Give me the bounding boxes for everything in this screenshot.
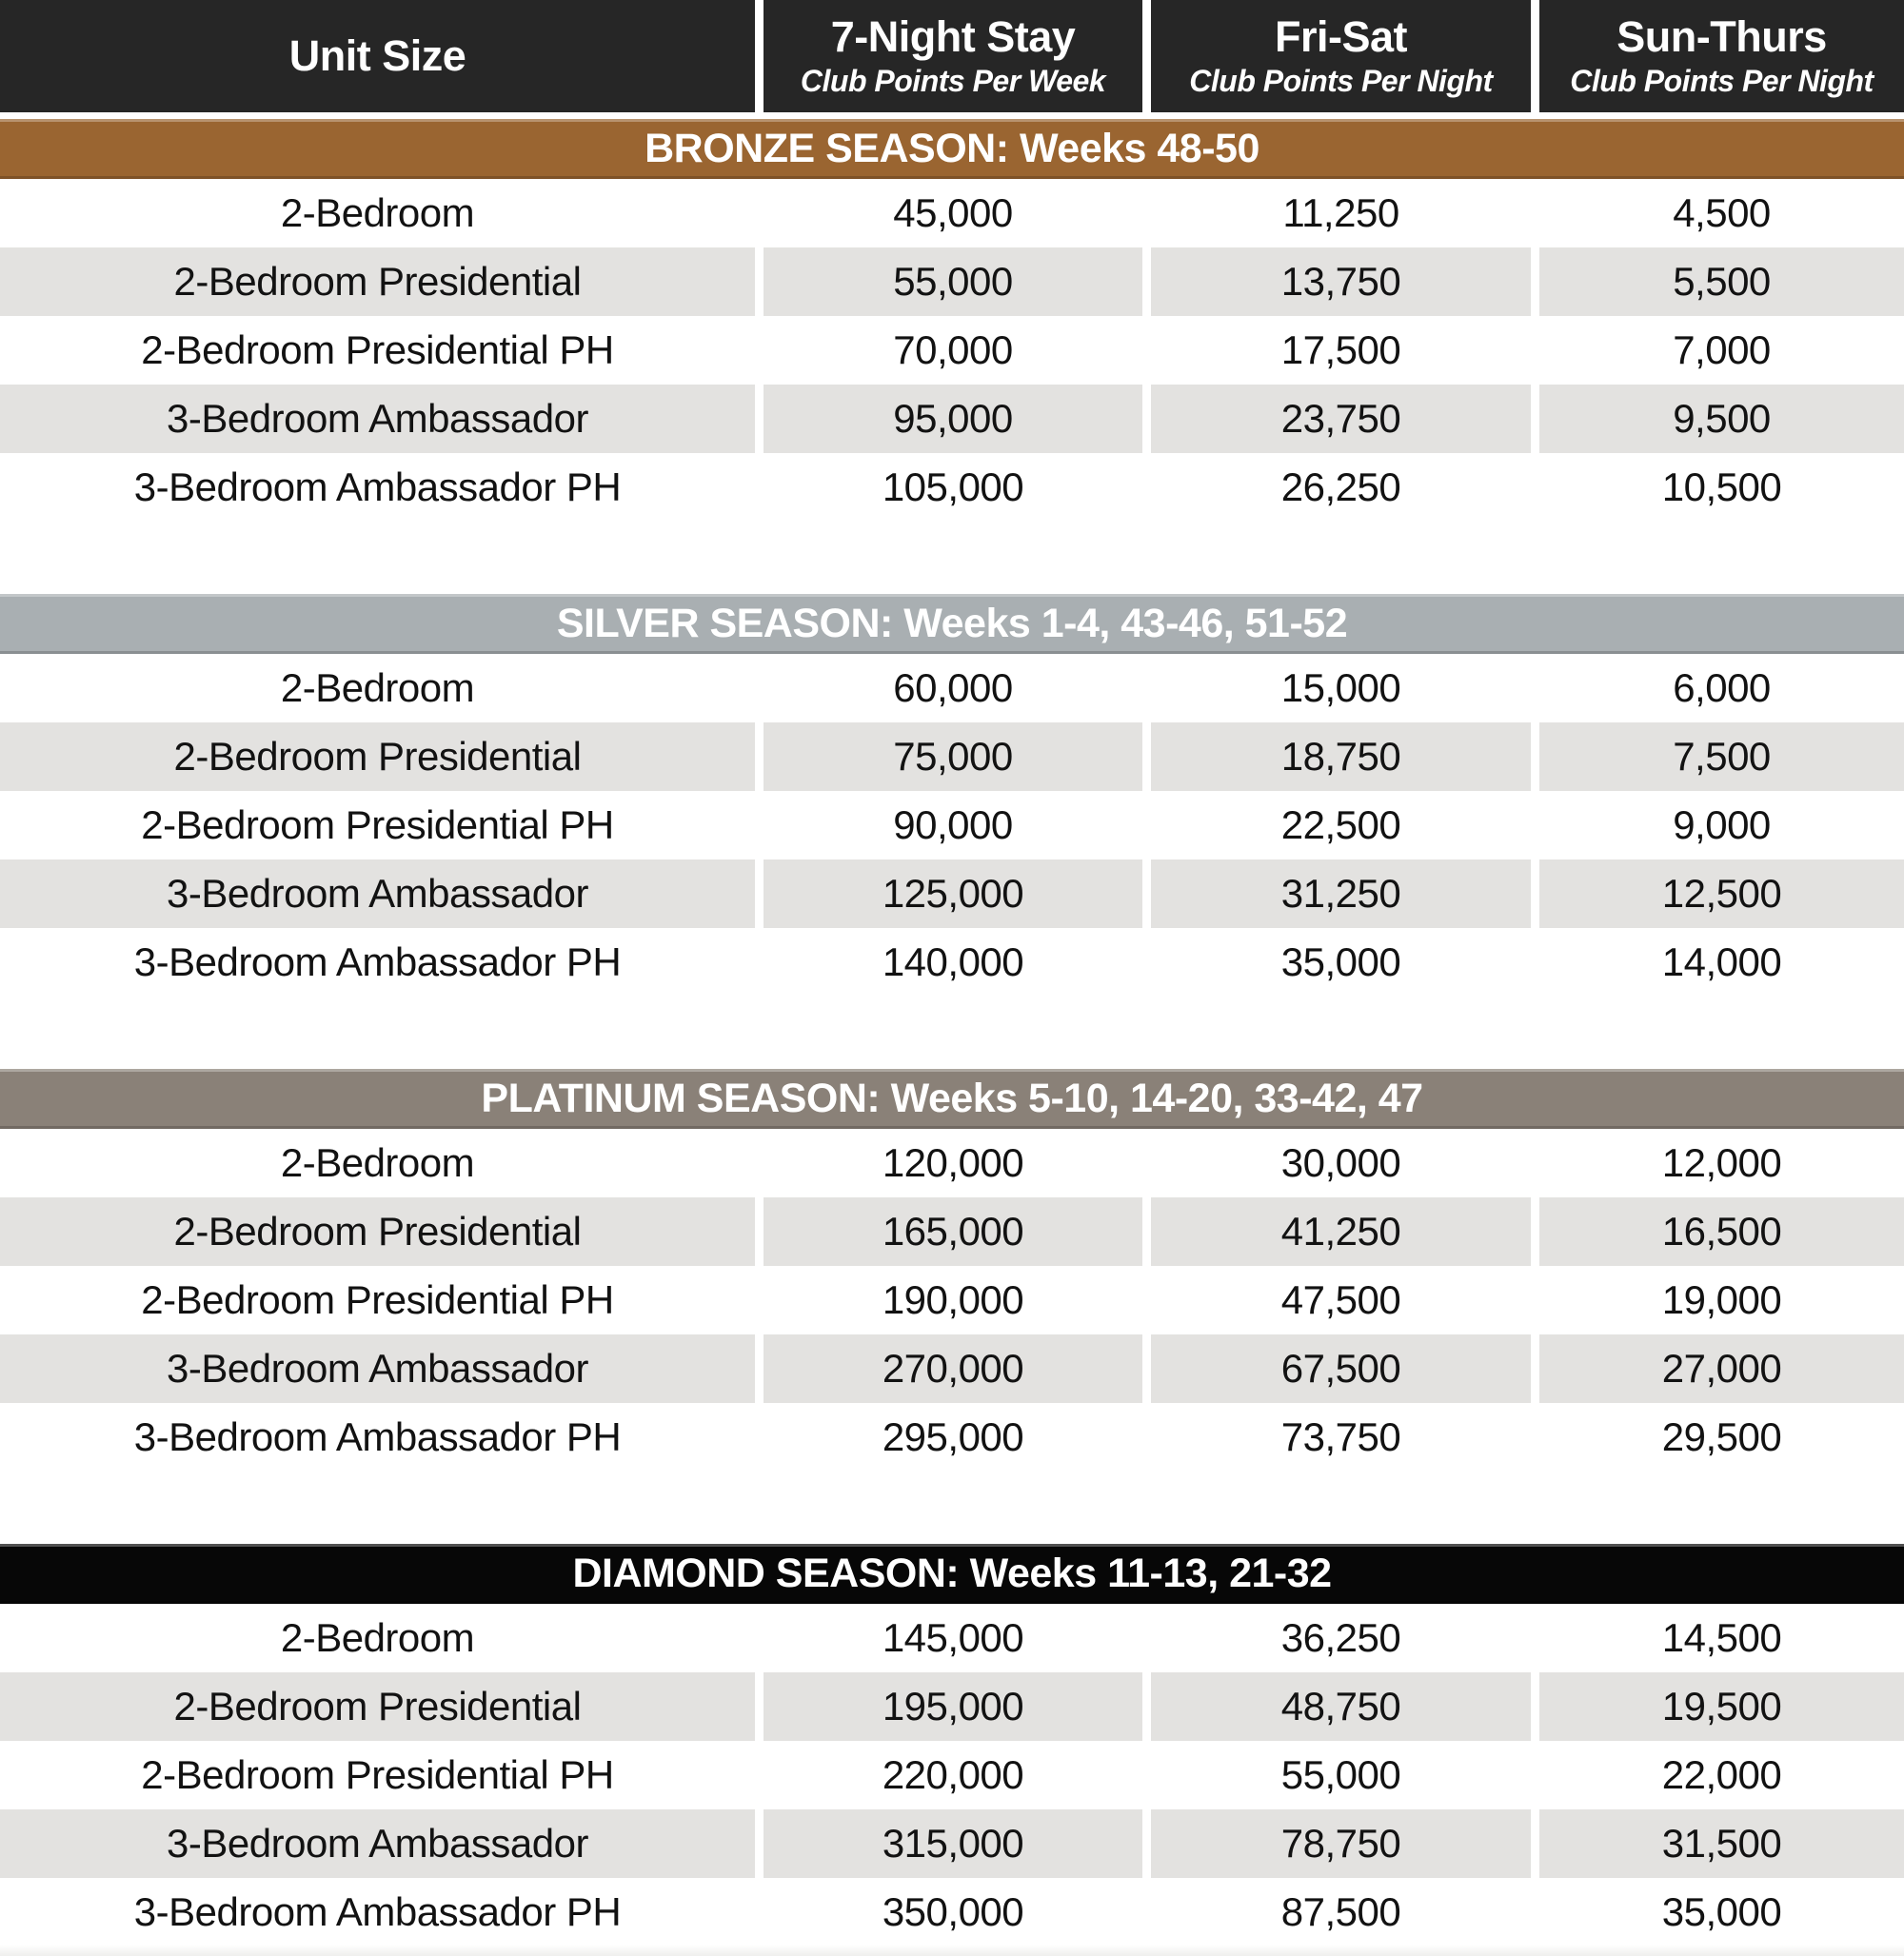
column-title: 7-Night Stay [830,12,1076,62]
value-cell: 16,500 [1539,1197,1904,1266]
unit-cell: 2-Bedroom Presidential [0,1672,755,1741]
season-title: BRONZE SEASON: Weeks 48-50 [645,126,1259,171]
value-cell: 18,750 [1151,722,1531,791]
table-row [0,722,1904,791]
unit-cell: 2-Bedroom Presidential PH [141,802,614,847]
table-row [0,791,1904,859]
season-title: DIAMOND SEASON: Weeks 11-13, 21-32 [572,1551,1332,1596]
value-cell: 87,500 [1280,1889,1401,1934]
unit-cell: 2-Bedroom Presidential PH [141,1752,614,1797]
column-title: Sun-Thurs [1616,12,1827,62]
value-cell: 48,750 [1151,1672,1531,1741]
value-cell: 55,000 [1280,1752,1401,1797]
unit-cell: 2-Bedroom Presidential PH [141,1277,614,1322]
value-cell: 95,000 [764,385,1142,453]
value-cell: 10,500 [1661,464,1782,509]
table-row [0,1403,1904,1472]
value-cell: 13,750 [1151,247,1531,316]
season-band [0,594,1904,654]
unit-cell: 2-Bedroom Presidential [0,722,755,791]
value-cell: 31,250 [1151,859,1531,928]
unit-cell: 3-Bedroom Ambassador [0,1809,755,1878]
unit-cell: 3-Bedroom Ambassador [0,385,755,453]
table-row [0,654,1904,722]
table-row [0,859,1904,928]
unit-cell: 3-Bedroom Ambassador [0,1334,755,1403]
value-cell: 6,000 [1673,665,1771,710]
season-band [0,1069,1904,1129]
table-row [0,1878,1904,1946]
table-row [0,1604,1904,1672]
column-title: Fri-Sat [1274,12,1407,62]
column-subtitle: Club Points Per Night [1189,64,1493,99]
value-cell: 190,000 [882,1277,1024,1322]
value-cell: 295,000 [882,1414,1024,1459]
value-cell: 90,000 [893,802,1013,847]
value-cell: 60,000 [893,665,1013,710]
column-header-cell [0,0,755,112]
unit-cell: 2-Bedroom [280,1140,475,1185]
unit-cell: 2-Bedroom [280,190,475,235]
unit-cell: 2-Bedroom Presidential [0,247,755,316]
unit-cell: 3-Bedroom Ambassador PH [133,939,622,984]
column-header-cell [1151,0,1531,112]
value-cell: 125,000 [764,859,1142,928]
table-row [0,179,1904,247]
table-row [0,1809,1904,1878]
season-section [0,594,1904,997]
table-row [0,247,1904,316]
value-cell: 195,000 [764,1672,1142,1741]
value-cell: 30,000 [1280,1140,1401,1185]
unit-cell: 3-Bedroom Ambassador [0,859,755,928]
value-cell: 4,500 [1673,190,1771,235]
table-row [0,1129,1904,1197]
value-cell: 9,000 [1673,802,1771,847]
value-cell: 17,500 [1280,327,1401,372]
value-cell: 19,000 [1661,1277,1782,1322]
value-cell: 14,500 [1661,1615,1782,1660]
season-sections [0,119,1904,1946]
value-cell: 22,000 [1661,1752,1782,1797]
season-section [0,119,1904,522]
unit-cell: 2-Bedroom Presidential [0,1197,755,1266]
value-cell: 31,500 [1539,1809,1904,1878]
value-cell: 22,500 [1280,802,1401,847]
value-cell: 9,500 [1539,385,1904,453]
column-header-cell [764,0,1142,112]
value-cell: 105,000 [882,464,1024,509]
value-cell: 5,500 [1539,247,1904,316]
unit-cell: 3-Bedroom Ambassador PH [133,1414,622,1459]
unit-cell: 2-Bedroom [280,665,475,710]
table-row [0,928,1904,997]
value-cell: 26,250 [1280,464,1401,509]
value-cell: 15,000 [1280,665,1401,710]
table-row [0,1197,1904,1266]
value-cell: 47,500 [1280,1277,1401,1322]
bottom-fade [0,1945,1904,1956]
column-subtitle: Club Points Per Week [800,64,1106,99]
value-cell: 73,750 [1280,1414,1401,1459]
value-cell: 14,000 [1661,939,1782,984]
table-row [0,316,1904,385]
value-cell: 55,000 [764,247,1142,316]
season-band [0,119,1904,179]
value-cell: 220,000 [882,1752,1024,1797]
unit-cell: 2-Bedroom Presidential PH [141,327,614,372]
value-cell: 7,500 [1539,722,1904,791]
season-section [0,1069,1904,1472]
value-cell: 41,250 [1151,1197,1531,1266]
unit-cell: 3-Bedroom Ambassador PH [133,464,622,509]
value-cell: 36,250 [1280,1615,1401,1660]
table-row [0,1741,1904,1809]
season-band [0,1544,1904,1604]
value-cell: 120,000 [882,1140,1024,1185]
value-cell: 350,000 [882,1889,1024,1934]
column-title: Unit Size [288,30,466,80]
value-cell: 165,000 [764,1197,1142,1266]
table-row [0,385,1904,453]
value-cell: 12,500 [1539,859,1904,928]
value-cell: 140,000 [882,939,1024,984]
value-cell: 11,250 [1282,190,1399,235]
unit-cell: 3-Bedroom Ambassador PH [133,1889,622,1934]
value-cell: 75,000 [764,722,1142,791]
value-cell: 67,500 [1151,1334,1531,1403]
value-cell: 35,000 [1661,1889,1782,1934]
table-row [0,453,1904,522]
column-subtitle: Club Points Per Night [1570,64,1874,99]
value-cell: 29,500 [1661,1414,1782,1459]
season-title: SILVER SEASON: Weeks 1-4, 43-46, 51-52 [556,601,1348,646]
value-cell: 45,000 [893,190,1013,235]
table-header [0,0,1904,112]
value-cell: 23,750 [1151,385,1531,453]
value-cell: 12,000 [1661,1140,1782,1185]
value-cell: 27,000 [1539,1334,1904,1403]
value-cell: 78,750 [1151,1809,1531,1878]
table-row [0,1672,1904,1741]
value-cell: 315,000 [764,1809,1142,1878]
table-row [0,1334,1904,1403]
value-cell: 7,000 [1673,327,1771,372]
unit-cell: 2-Bedroom [280,1615,475,1660]
value-cell: 19,500 [1539,1672,1904,1741]
season-section [0,1544,1904,1946]
value-cell: 145,000 [882,1615,1024,1660]
table-row [0,1266,1904,1334]
column-header-cell [1539,0,1904,112]
value-cell: 35,000 [1280,939,1401,984]
value-cell: 270,000 [764,1334,1142,1403]
season-title: PLATINUM SEASON: Weeks 5-10, 14-20, 33-42, 47 [481,1076,1423,1121]
value-cell: 70,000 [893,327,1013,372]
